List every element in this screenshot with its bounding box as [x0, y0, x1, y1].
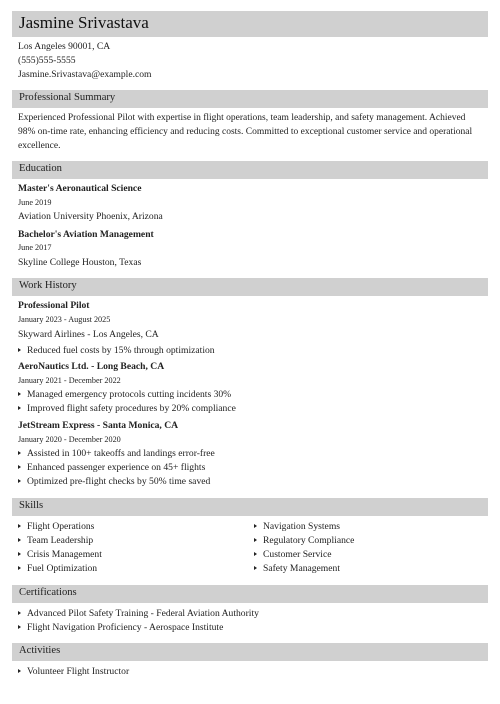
- job-title: Professional Pilot: [18, 300, 90, 311]
- job-bullet: Managed emergency protocols cutting incidents 30%: [18, 389, 231, 400]
- skill-item: Customer Service: [254, 549, 331, 560]
- job-bullet: Enhanced passenger experience on 45+ flights: [18, 462, 205, 473]
- job-company: Skyward Airlines - Los Angeles, CA: [18, 329, 159, 340]
- skills-section-header: [12, 498, 488, 516]
- education-date: June 2019: [18, 198, 52, 207]
- section-title: Professional Summary: [19, 92, 116, 103]
- name-header-bar: [12, 11, 488, 37]
- bullet-icon: [254, 524, 257, 528]
- summary-section-header: [12, 90, 488, 108]
- bullet-icon: [18, 538, 21, 542]
- candidate-name: Jasmine Srivastava: [19, 13, 149, 32]
- contact-address: Los Angeles 90001, CA: [18, 41, 111, 52]
- job-date: January 2021 - December 2022: [18, 376, 121, 385]
- education-degree: Bachelor's Aviation Management: [18, 229, 154, 240]
- skill-item: Team Leadership: [18, 535, 93, 546]
- certifications-section-header: [12, 585, 488, 603]
- summary-text: Experienced Professional Pilot with expertise in flight operations, team leadership, and safety management. Achieved 98% on-time rate, enhancing efficiency and reducing costs. Committed to exceptional customer service and operational excellence.: [18, 113, 473, 151]
- bullet-icon: [18, 625, 21, 629]
- job-date: January 2020 - December 2020: [18, 435, 121, 444]
- job-date: January 2023 - August 2025: [18, 315, 111, 324]
- bullet-icon: [18, 451, 21, 455]
- bullet-icon: [18, 552, 21, 556]
- bullet-icon: [254, 566, 257, 570]
- certification-item: Advanced Pilot Safety Training - Federal Aviation Authority: [18, 608, 259, 619]
- section-title: Activities: [19, 645, 61, 656]
- section-title: Work History: [19, 280, 77, 291]
- bullet-icon: [18, 479, 21, 483]
- bullet-icon: [254, 552, 257, 556]
- activity-item: Volunteer Flight Instructor: [18, 666, 129, 677]
- bullet-icon: [18, 669, 21, 673]
- skill-item: Fuel Optimization: [18, 563, 97, 574]
- section-title: Certifications: [19, 587, 77, 598]
- bullet-icon: [254, 538, 257, 542]
- bullet-icon: [18, 392, 21, 396]
- bullet-icon: [18, 611, 21, 615]
- section-title: Education: [19, 163, 62, 174]
- job-bullet: Optimized pre-flight checks by 50% time saved: [18, 476, 210, 487]
- skill-item: Navigation Systems: [254, 521, 340, 532]
- job-bullet: Improved flight safety procedures by 20% compliance: [18, 403, 236, 414]
- activities-section-header: [12, 643, 488, 661]
- job-bullet: Assisted in 100+ takeoffs and landings error-free: [18, 448, 215, 459]
- section-title: Skills: [19, 500, 44, 511]
- bullet-icon: [18, 406, 21, 410]
- education-school: Skyline College Houston, Texas: [18, 257, 142, 268]
- job-bullet: Reduced fuel costs by 15% through optimization: [18, 345, 215, 356]
- skill-item: Regulatory Compliance: [254, 535, 354, 546]
- bullet-icon: [18, 465, 21, 469]
- education-date: June 2017: [18, 243, 52, 252]
- education-degree: Master's Aeronautical Science: [18, 183, 142, 194]
- skill-item: Flight Operations: [18, 521, 94, 532]
- education-section-header: [12, 161, 488, 179]
- contact-phone: (555)555-5555: [18, 55, 76, 66]
- bullet-icon: [18, 566, 21, 570]
- bullet-icon: [18, 348, 21, 352]
- work-section-header: [12, 278, 488, 296]
- job-title: JetStream Express - Santa Monica, CA: [18, 420, 179, 431]
- bullet-icon: [18, 524, 21, 528]
- certification-item: Flight Navigation Proficiency - Aerospace Institute: [18, 622, 223, 633]
- contact-email: Jasmine.Srivastava@example.com: [18, 69, 152, 80]
- job-title: AeroNautics Ltd. - Long Beach, CA: [18, 361, 165, 372]
- skill-item: Crisis Management: [18, 549, 102, 560]
- skill-item: Safety Management: [254, 563, 340, 574]
- education-school: Aviation University Phoenix, Arizona: [18, 211, 163, 222]
